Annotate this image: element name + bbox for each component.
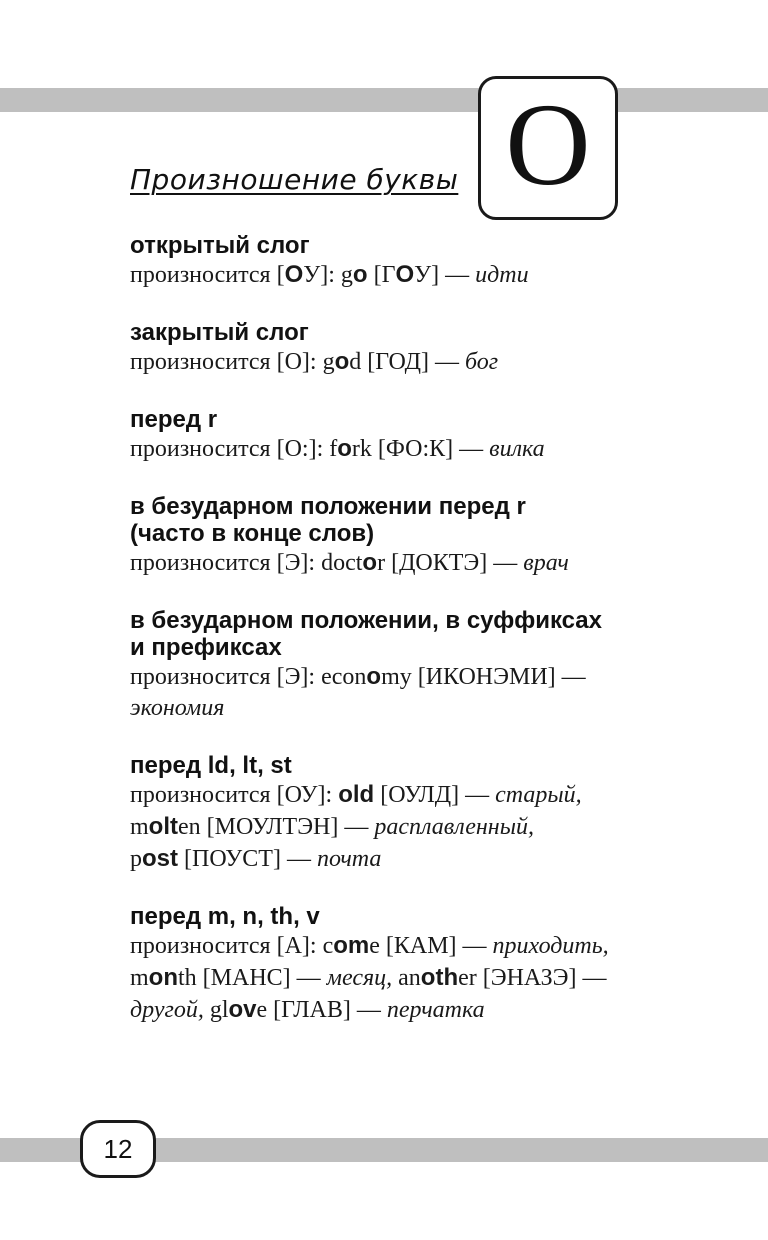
rule-section xyxy=(130,607,670,724)
rule-example-line xyxy=(130,693,670,724)
example-text: en [МОУЛТЭН] — xyxy=(178,814,375,840)
highlighted-letters: o xyxy=(334,348,350,375)
highlighted-letters: ost xyxy=(142,845,178,872)
translation: врач xyxy=(523,550,569,576)
rule-example-line xyxy=(130,661,670,693)
translation: другой, xyxy=(130,997,204,1023)
translation: перчатка xyxy=(386,997,485,1023)
example-text: У]: g xyxy=(303,262,353,288)
example-text: произносится [ xyxy=(130,262,285,288)
rule-heading-line: перед r xyxy=(130,406,218,433)
rule-heading-line: в безударном положении перед r xyxy=(130,493,526,520)
highlighted-letters: o xyxy=(337,435,352,462)
rule-example-line xyxy=(130,346,670,378)
example-text: m xyxy=(130,814,149,840)
example-text: [ОУЛД] — xyxy=(374,782,496,808)
example-text: r [ДОКТЭ] — xyxy=(377,550,524,576)
example-text: an xyxy=(392,965,421,991)
rule-heading xyxy=(130,406,670,433)
rule-section xyxy=(130,319,670,378)
rule-heading xyxy=(130,493,670,547)
translation: почта xyxy=(316,846,382,872)
example-text: gl xyxy=(203,997,229,1023)
rule-heading-line: в безударном положении, в суффиксах xyxy=(130,607,602,634)
example-text: d [ГОД] — xyxy=(349,349,466,375)
translation: вилка xyxy=(489,436,545,462)
rule-example-line xyxy=(130,259,670,291)
highlighted-letters: О xyxy=(395,261,415,288)
rule-heading xyxy=(130,607,670,661)
example-text: произносится [Э]: econ xyxy=(130,664,367,690)
rule-example-line xyxy=(130,843,670,875)
rule-example-line xyxy=(130,547,670,579)
rule-example-line xyxy=(130,930,670,962)
rule-heading xyxy=(130,232,670,259)
rule-section xyxy=(130,903,670,1026)
rule-section xyxy=(130,752,670,875)
rules-list xyxy=(130,232,670,1054)
translation: месяц, xyxy=(326,965,393,991)
rule-example-line xyxy=(130,433,670,465)
rule-heading-line: (часто в конце слов) xyxy=(130,520,375,547)
example-text: произносится [О:]: f xyxy=(130,436,338,462)
example-text: er [ЭНАЗЭ] — xyxy=(458,965,607,991)
translation: старый, xyxy=(495,782,582,808)
translation: бог xyxy=(465,349,499,375)
example-text: e [ГЛАВ] — xyxy=(256,997,387,1023)
page-number: 12 xyxy=(80,1120,156,1178)
rule-heading-line: открытый слог xyxy=(130,232,310,259)
translation: приходить, xyxy=(492,933,609,959)
highlighted-letters: o xyxy=(366,663,382,690)
rule-example-line xyxy=(130,811,670,843)
rule-heading-line: перед ld, lt, st xyxy=(130,752,292,779)
rule-section xyxy=(130,232,670,291)
letter-glyph: O xyxy=(505,79,591,210)
translation: идти xyxy=(475,262,529,288)
rule-heading xyxy=(130,319,670,346)
translation: расплавленный, xyxy=(374,814,534,840)
page-title: Произношение буквы xyxy=(130,163,459,196)
highlighted-letters: ov xyxy=(228,996,257,1023)
example-text: произносится [А]: c xyxy=(130,933,334,959)
example-text: e [КАМ] — xyxy=(369,933,493,959)
example-text: p xyxy=(130,846,142,872)
highlighted-letters: О xyxy=(284,261,304,288)
highlighted-letters: om xyxy=(333,932,370,959)
rule-heading-line: перед m, n, th, v xyxy=(130,903,320,930)
example-text: произносится [ОУ]: xyxy=(130,782,339,808)
highlighted-letters: old xyxy=(338,781,375,808)
example-text: произносится [О]: g xyxy=(130,349,335,375)
rule-example-line xyxy=(130,994,670,1026)
highlighted-letters: oth xyxy=(420,964,459,991)
example-text: У] — xyxy=(414,262,476,288)
letter-badge xyxy=(478,76,618,220)
rule-example-line xyxy=(130,962,670,994)
example-text: [ПОУСТ] — xyxy=(178,846,317,872)
example-text: th [МАНС] — xyxy=(178,965,327,991)
rule-heading xyxy=(130,752,670,779)
example-text: произносится [Э]: doct xyxy=(130,550,363,576)
rule-example-line xyxy=(130,779,670,811)
rule-section xyxy=(130,406,670,465)
highlighted-letters: o xyxy=(362,549,378,576)
top-band xyxy=(0,88,768,112)
highlighted-letters: o xyxy=(352,261,368,288)
example-text: [Г xyxy=(367,262,396,288)
example-text: rk [ФО:К] — xyxy=(351,436,490,462)
rule-heading xyxy=(130,903,670,930)
rule-heading-line: и префиксах xyxy=(130,634,282,661)
rule-section xyxy=(130,493,670,579)
highlighted-letters: on xyxy=(148,964,178,991)
example-text: my [ИКОНЭМИ] — xyxy=(381,664,586,690)
rule-heading-line: закрытый слог xyxy=(130,319,309,346)
example-text: m xyxy=(130,965,149,991)
highlighted-letters: olt xyxy=(148,813,178,840)
translation: экономия xyxy=(130,695,225,721)
